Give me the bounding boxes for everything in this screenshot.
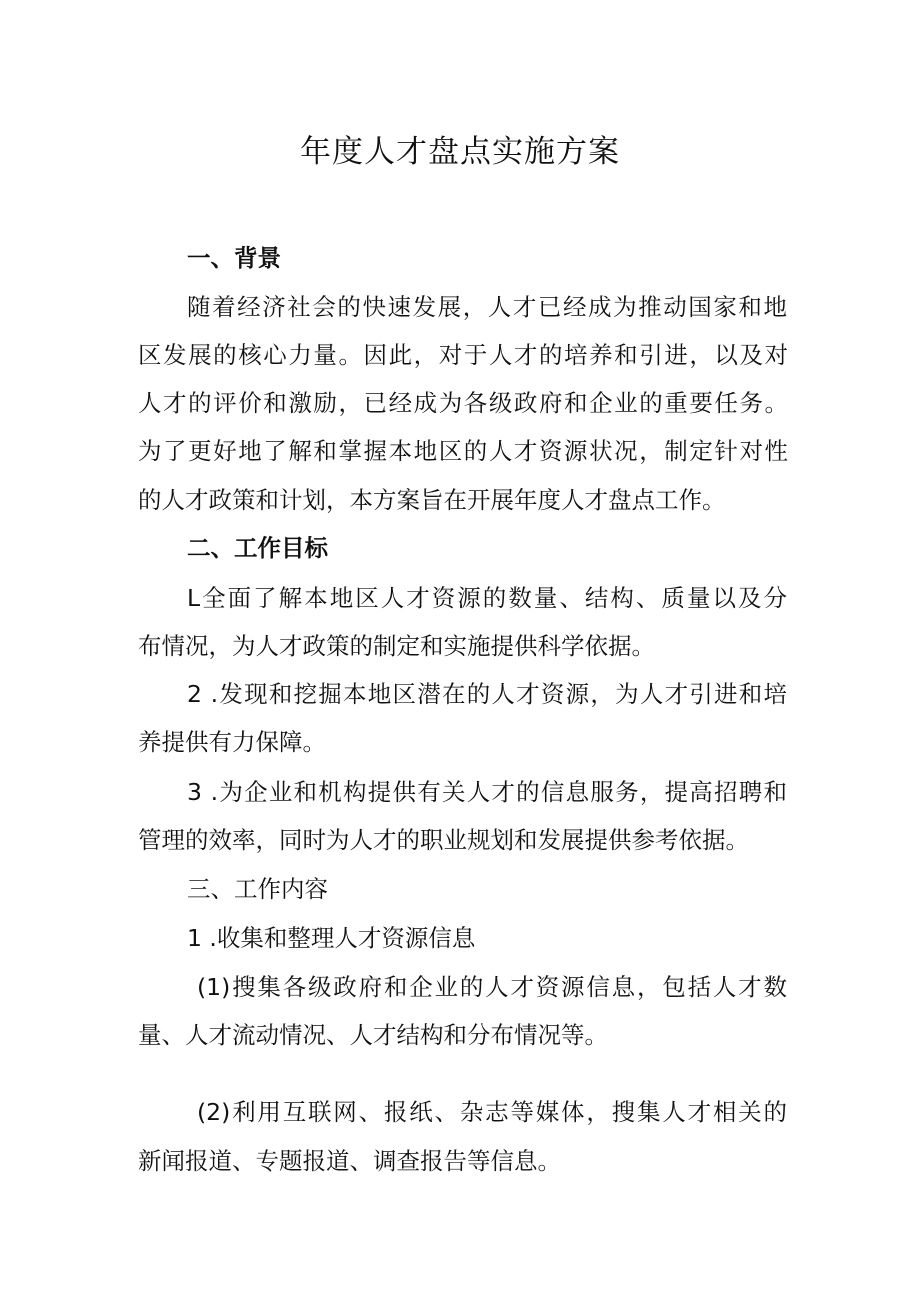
content-item-1-line: (1)搜集各级政府和企业的人才资源信息，包括人才数 <box>197 973 787 1001</box>
section-heading-work-content: 三、工作内容 <box>187 875 328 903</box>
goal-item-3-line: 3 .为企业和机构提供有关人才的信息服务，提高招聘和 <box>187 778 787 806</box>
paragraph-line: 人才的评价和激励，已经成为各级政府和企业的重要任务。 <box>138 389 788 417</box>
goal-item-1-line: L全面了解本地区人才资源的数量、结构、质量以及分 <box>187 584 787 612</box>
paragraph-line: 随着经济社会的快速发展，人才已经成为推动国家和地 <box>187 293 787 321</box>
section-heading-background: 一、背景 <box>187 244 281 272</box>
document-title: 年度人才盘点实施方案 <box>300 134 620 170</box>
goal-item-2-line: 2 .发现和挖掘本地区潜在的人才资源，为人才引进和培 <box>187 680 787 708</box>
content-item-1-line: 量、人才流动情况、人才结构和分布情况等。 <box>138 1021 608 1049</box>
section-heading-goals: 二、工作目标 <box>187 534 328 562</box>
goal-item-2-line: 养提供有力保障。 <box>138 728 326 756</box>
content-item-2-line: (2)利用互联网、报纸、杂志等媒体，搜集人才相关的 <box>197 1098 787 1126</box>
goal-item-1-line: 布情况，为人才政策的制定和实施提供科学依据。 <box>138 632 655 660</box>
goal-item-3-line: 管理的效率，同时为人才的职业规划和发展提供参考依据。 <box>138 826 749 854</box>
paragraph-line: 为了更好地了解和掌握本地区的人才资源状况，制定针对性 <box>138 437 788 465</box>
subsection-heading: 1 .收集和整理人才资源信息 <box>187 924 476 952</box>
content-item-2-line: 新闻报道、专题报道、调查报告等信息。 <box>138 1147 561 1175</box>
paragraph-line: 的人才政策和计划，本方案旨在开展年度人才盘点工作。 <box>138 486 726 514</box>
paragraph-line: 区发展的核心力量。因此，对于人才的培养和引进，以及对 <box>138 341 788 369</box>
